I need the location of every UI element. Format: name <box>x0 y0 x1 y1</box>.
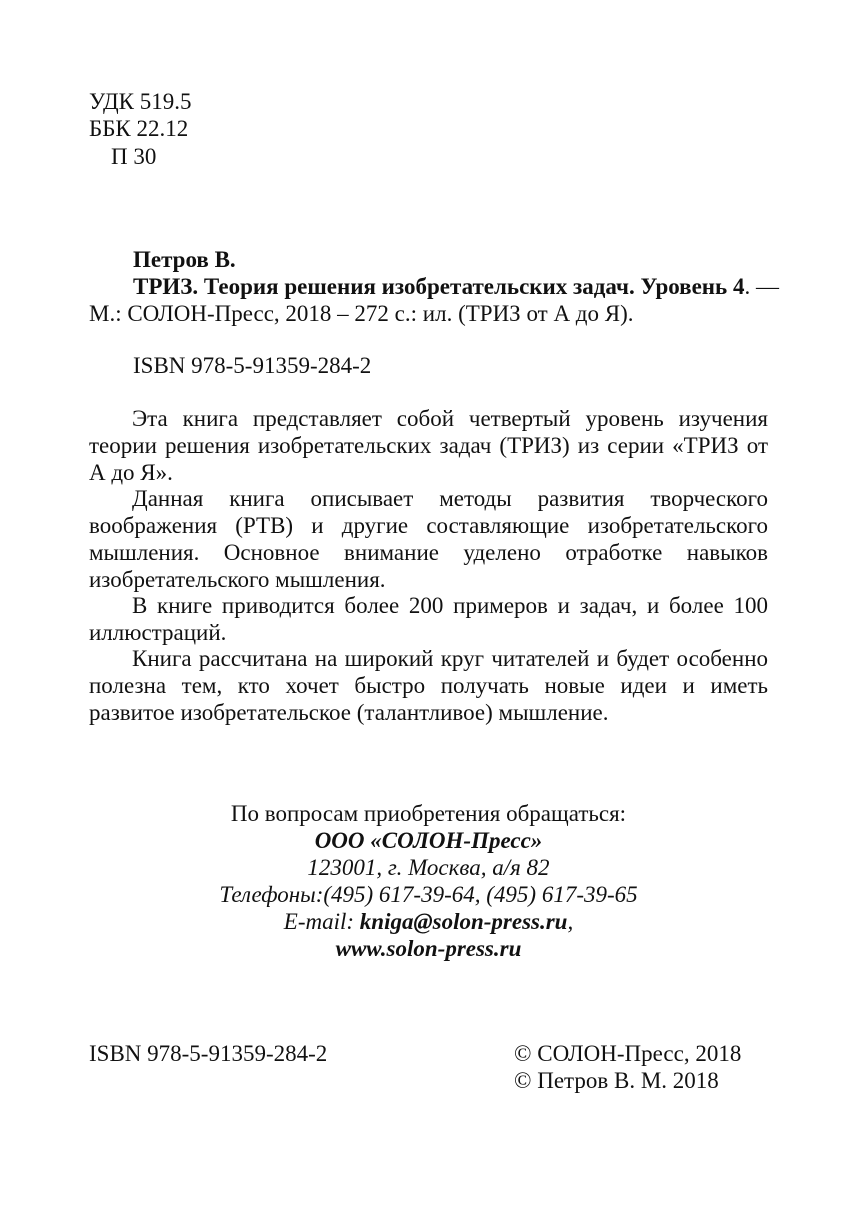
contact-phones: Телефоны:(495) 617-39-64, (495) 617-39-65 <box>219 882 638 907</box>
book-title: ТРИЗ. Теория решения изобретательских задач. Уровень 4 <box>133 274 745 299</box>
imprint: М.: СОЛОН-Пресс, 2018 – 272 с.: ил. (ТРИЗ от А до Я). <box>89 301 634 326</box>
contact-address: 123001, г. Москва, а/я 82 <box>307 855 550 880</box>
book-title-line <box>133 273 779 300</box>
author-name: Петров В. <box>133 247 236 272</box>
contact-intro: По вопросам приобретения обращаться: <box>230 801 627 826</box>
contact-email-line <box>0 908 857 935</box>
bbk-code: ББК 22.12 <box>89 116 189 141</box>
copyright-author: © Петров В. М. 2018 <box>514 1068 719 1093</box>
udk-code: УДК 519.5 <box>89 89 192 114</box>
abstract-paragraph-2: Данная книга описывает методы развития творческого воображения (РТВ) и другие составляющие изобретательского мышления. Основное внимание уделено отработке навыков изобретательского мышления. <box>89 486 768 592</box>
abstract-paragraph-3: В книге приводится более 200 примеров и задач, и более 100 иллюстраций. <box>89 593 768 645</box>
abstract-paragraph-1: Эта книга представляет собой четвертый уровень изучения теории решения изобретательских задач (ТРИЗ) из серии «ТРИЗ от А до Я». <box>89 406 768 485</box>
website-link[interactable]: www.solon-press.ru <box>335 936 522 961</box>
author-mark-code: П 30 <box>111 144 157 169</box>
abstract-paragraph-4: Книга рассчитана на широкий круг читателей и будет особенно полезна тем, кто хочет быстро получать новые идеи и иметь развитое изобретательское (талантливое) мышление. <box>89 646 768 725</box>
isbn-top: ISBN 978-5-91359-284-2 <box>133 353 372 378</box>
copyright-publisher: © СОЛОН-Пресс, 2018 <box>514 1041 742 1066</box>
email-link[interactable]: kniga@solon-press.ru <box>359 909 568 934</box>
email-comma: , <box>567 909 574 934</box>
book-title-dash: . — <box>744 274 779 299</box>
email-label: E-mail: <box>283 909 360 934</box>
contact-company: ООО «СОЛОН-Пресс» <box>314 828 543 853</box>
isbn-bottom: ISBN 978-5-91359-284-2 <box>89 1041 328 1066</box>
